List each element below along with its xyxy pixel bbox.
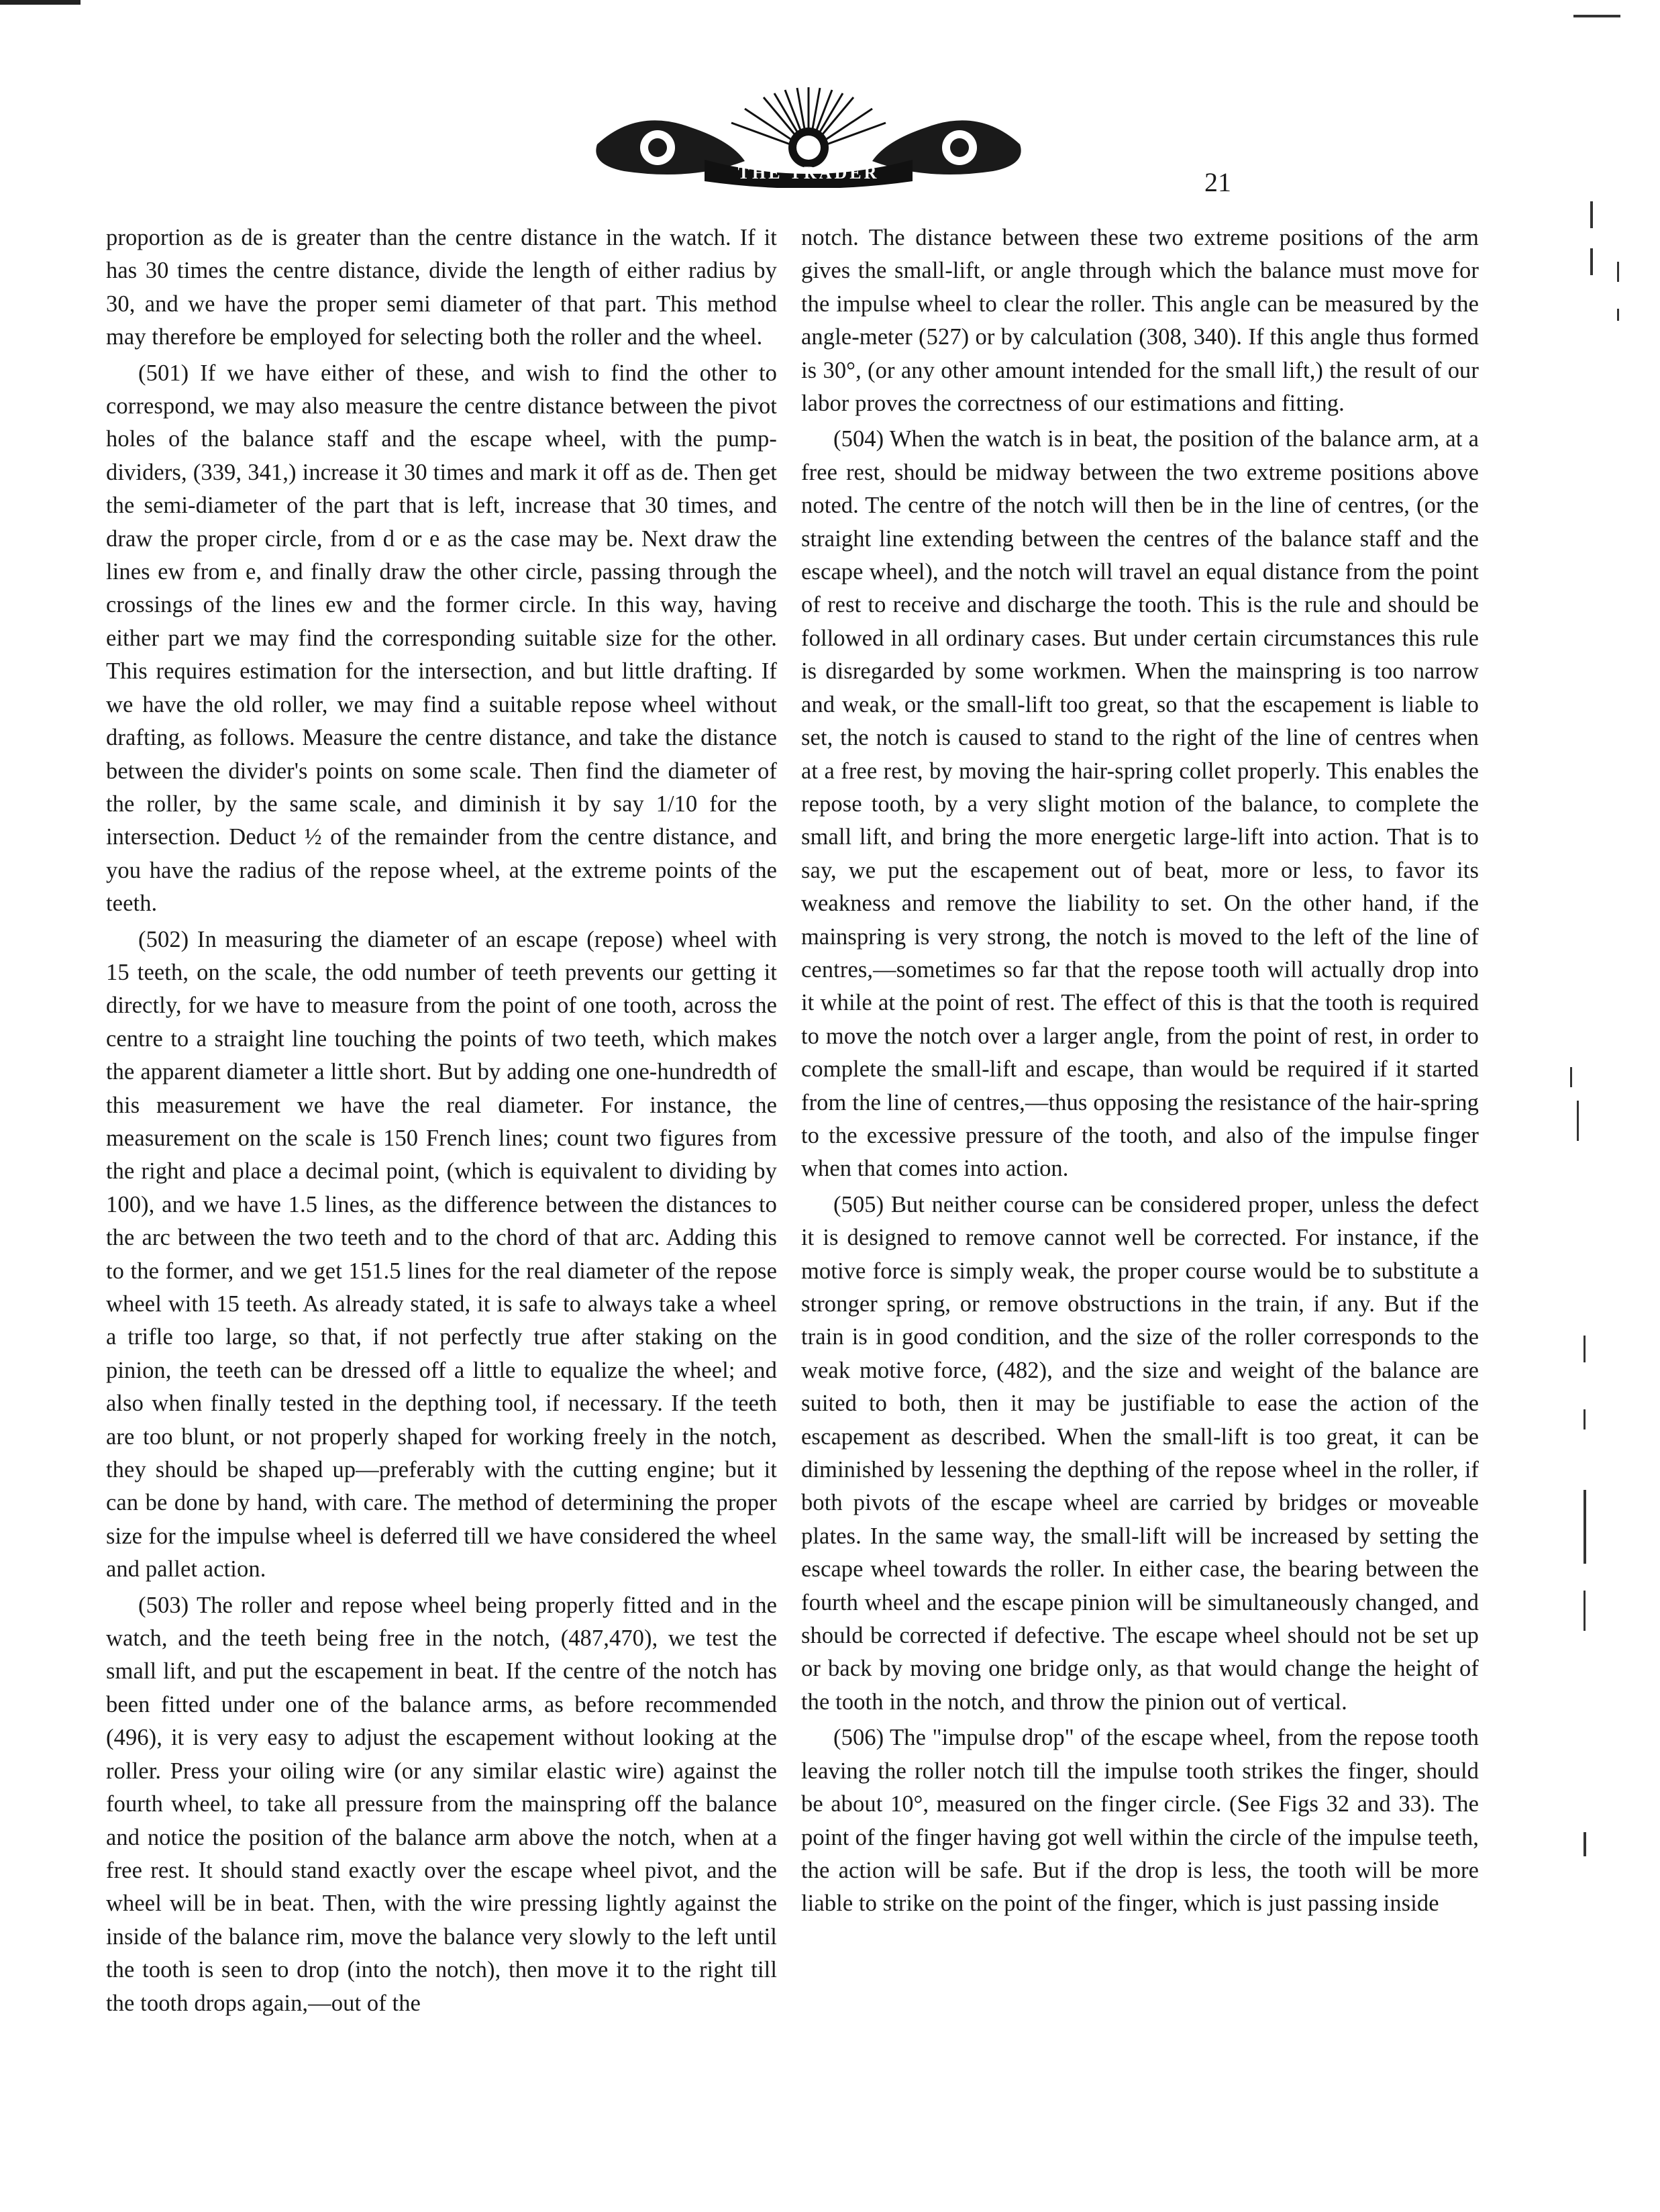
paragraph: (503) The roller and repose wheel being properly fitted and in the watch, and the teeth being free in the notch, (487,470), we test the small lift, and put the escapement in beat. If the centre of the notch has been fitted under one of the balance arms, as before recommended (496), it is very easy to adjust the escapement without looking at the roller. Press your oiling wire (or any similar elastic wire) against the fourth wheel, to take all pressure from the mainspring off the balance and notice the position of the balance arm above the notch, when at a free rest. It should stand exactly over the escape wheel pivot, and the wheel will be in beat. Then, with the wire pressing lightly against the inside of the balance rim, move the balance very slowly to the left until the tooth is seen to drop (into the notch), then move it to the right till the tooth drops again,—out of the xyxy=(106,1592,777,2016)
paragraph: (506) The "impulse drop" of the escape wheel, from the repose tooth leaving the roller notch till the impulse tooth strikes the finger, should be about 10°, measured on the finger circle. (See Figs 32 and 33). The point of the finger having got well within the circle of the impulse teeth, the action will be safe. But if the drop is less, the tooth will be more liable to strike on the point of the finger, which is just passing inside xyxy=(801,1725,1479,1917)
paragraph: (504) When the watch is in beat, the position of the balance arm, at a free rest, should be midway between the two extreme positions above noted. The centre of the notch will then be in the line of centres, (or the straight line extending between the centres of the balance staff and the escape wheel), and the notch will travel an equal distance from the point of rest to receive and discharge the tooth. This is the rule and should be followed in all ordinary cases. But under certain circumstances this rule is disregarded by some workmen. When the mainspring is too narrow and weak, or the small-lift too great, so that the escapement is liable to set, the notch is caused to stand to the right of the line of centres when at a free rest, by moving the hair-spring collet properly. This enables the repose tooth, by a very slight motion of the balance, to complete the small lift, and bring the more energetic large-lift into action. That is to say, we put the escapement out of beat, more or less, to favor its weakness and remove the liability to set. On the other hand, if the mainspring is very strong, the notch is moved to the left of the line of centres,—sometimes so far that the repose tooth will actually drop into it while at the point of rest. The effect of this is that the tooth is required to move the notch over a larger angle, from the point of rest, in order to complete the small-lift and escape, than would be required if it started from the line of centres,—thus opposing the resistance of the hair-spring to the excessive pressure of the tooth, and also of the impulse finger when that comes into action. xyxy=(801,426,1479,1182)
scan-mark xyxy=(0,0,81,5)
paragraph: proportion as de is greater than the centre distance in the watch. If it has 30 times the centre distance, divide the length of either radius by 30, and we have the proper semi diameter of that part. This method may therefore be employed for selecting both the roller and the wheel. xyxy=(106,225,777,350)
page-number: 21 xyxy=(1204,167,1231,197)
left-column xyxy=(106,221,777,2154)
masthead-banner-text: THE TRADER xyxy=(737,163,880,183)
paragraph: (505) But neither course can be considered proper, unless the defect it is designed to remove cannot well be corrected. For instance, if the motive force is simply weak, the proper course would be to substitute a stronger spring, or remove obstructions in the train, if any. But if the train is in good condition, and the size of the roller corresponds to the weak motive force, (482), and the size and weight of the balance are suited to both, then it may be justifiable to ease the action of the escapement as described. When the small-lift is too great, it can be diminished by lessening the depthing of the repose wheel in the roller, if both pivots of the escape wheel are carried by bridges or moveable plates. In the same way, the small-lift will be increased by setting the escape wheel towards the roller. In either case, the bearing between the fourth wheel and the escape pinion will be simultaneously changed, and should be corrected if defective. The escape wheel should not be set up or back by moving one bridge only, as that would change the height of the tooth in the notch, and throw the pinion out of vertical. xyxy=(801,1191,1479,1715)
paragraph: (502) In measuring the diameter of an escape (repose) wheel with 15 teeth, on the scale, the odd number of teeth prevents our getting it directly, for we have to measure from the point of one tooth, across the centre to a straight line touching the points of two teeth, which makes the apparent diameter a little short. But by adding one one-hundredth of this measurement we have the real diameter. For instance, the measurement on the scale is 150 French lines; count two figures from the right and place a decimal point, (which is equivalent to dividing by 100), and we have 1.5 lines, as the difference between the distances to the arc between the two teeth and to the chord of that arc. Adding this to the former, and we get 151.5 lines for the real diameter of the repose wheel with 15 teeth. As already stated, it is safe to always take a wheel a trifle too large, so that, if not perfectly true after staking on the pinion, the teeth can be dressed off a little to equalize the wheel; and also when finally tested in the depthing tool, if necessary. If the teeth are too blunt, or not properly shaped for working freely in the notch, they should be shaped up—preferably with the cutting engine; but it can be done by hand, with care. The method of determining the proper size for the impulse wheel is deferred till we have considered the wheel and pallet action. xyxy=(106,926,777,1582)
scan-mark xyxy=(1573,15,1620,17)
scan-margin-marks xyxy=(1543,195,1624,1872)
paragraph: (501) If we have either of these, and wish to find the other to correspond, we may also measure the centre distance between the pivot holes of the balance staff and the escape wheel, with the pump-dividers, (339, 341,) increase it 30 times and mark it off as de. Then get the semi-diameter of the part that is left, increase that 30 times, and draw the proper circle, from d or e as the case may be. Next draw the lines ew from e, and finally draw the other circle, passing through the crossings of the lines ew and the former circle. In this way, having either part we may find the corresponding suitable size for the other. This requires estimation for the intersection, and but little drafting. If we have the old roller, we may find a suitable repose wheel without drafting, as follows. Measure the centre distance, and take the distance between the divider's points on some scale. Then find the diameter of the roller, by the same scale, and diminish it by say 1/10 for the intersection. Deduct ½ of the remainder from the centre distance, and you have the radius of the repose wheel, at the extreme points of the teeth. xyxy=(106,360,777,917)
right-column xyxy=(801,221,1479,2154)
masthead-ornament xyxy=(584,81,1033,188)
paragraph: notch. The distance between these two extreme positions of the arm gives the small-lift, or angle through which the balance must move for the impulse wheel to clear the roller. This angle can be measured by the angle-meter (527) or by calculation (308, 340). If this angle thus formed is 30°, (or any other amount intended for the small lift,) the result of our labor proves the correctness of our estimations and fitting. xyxy=(801,225,1479,417)
